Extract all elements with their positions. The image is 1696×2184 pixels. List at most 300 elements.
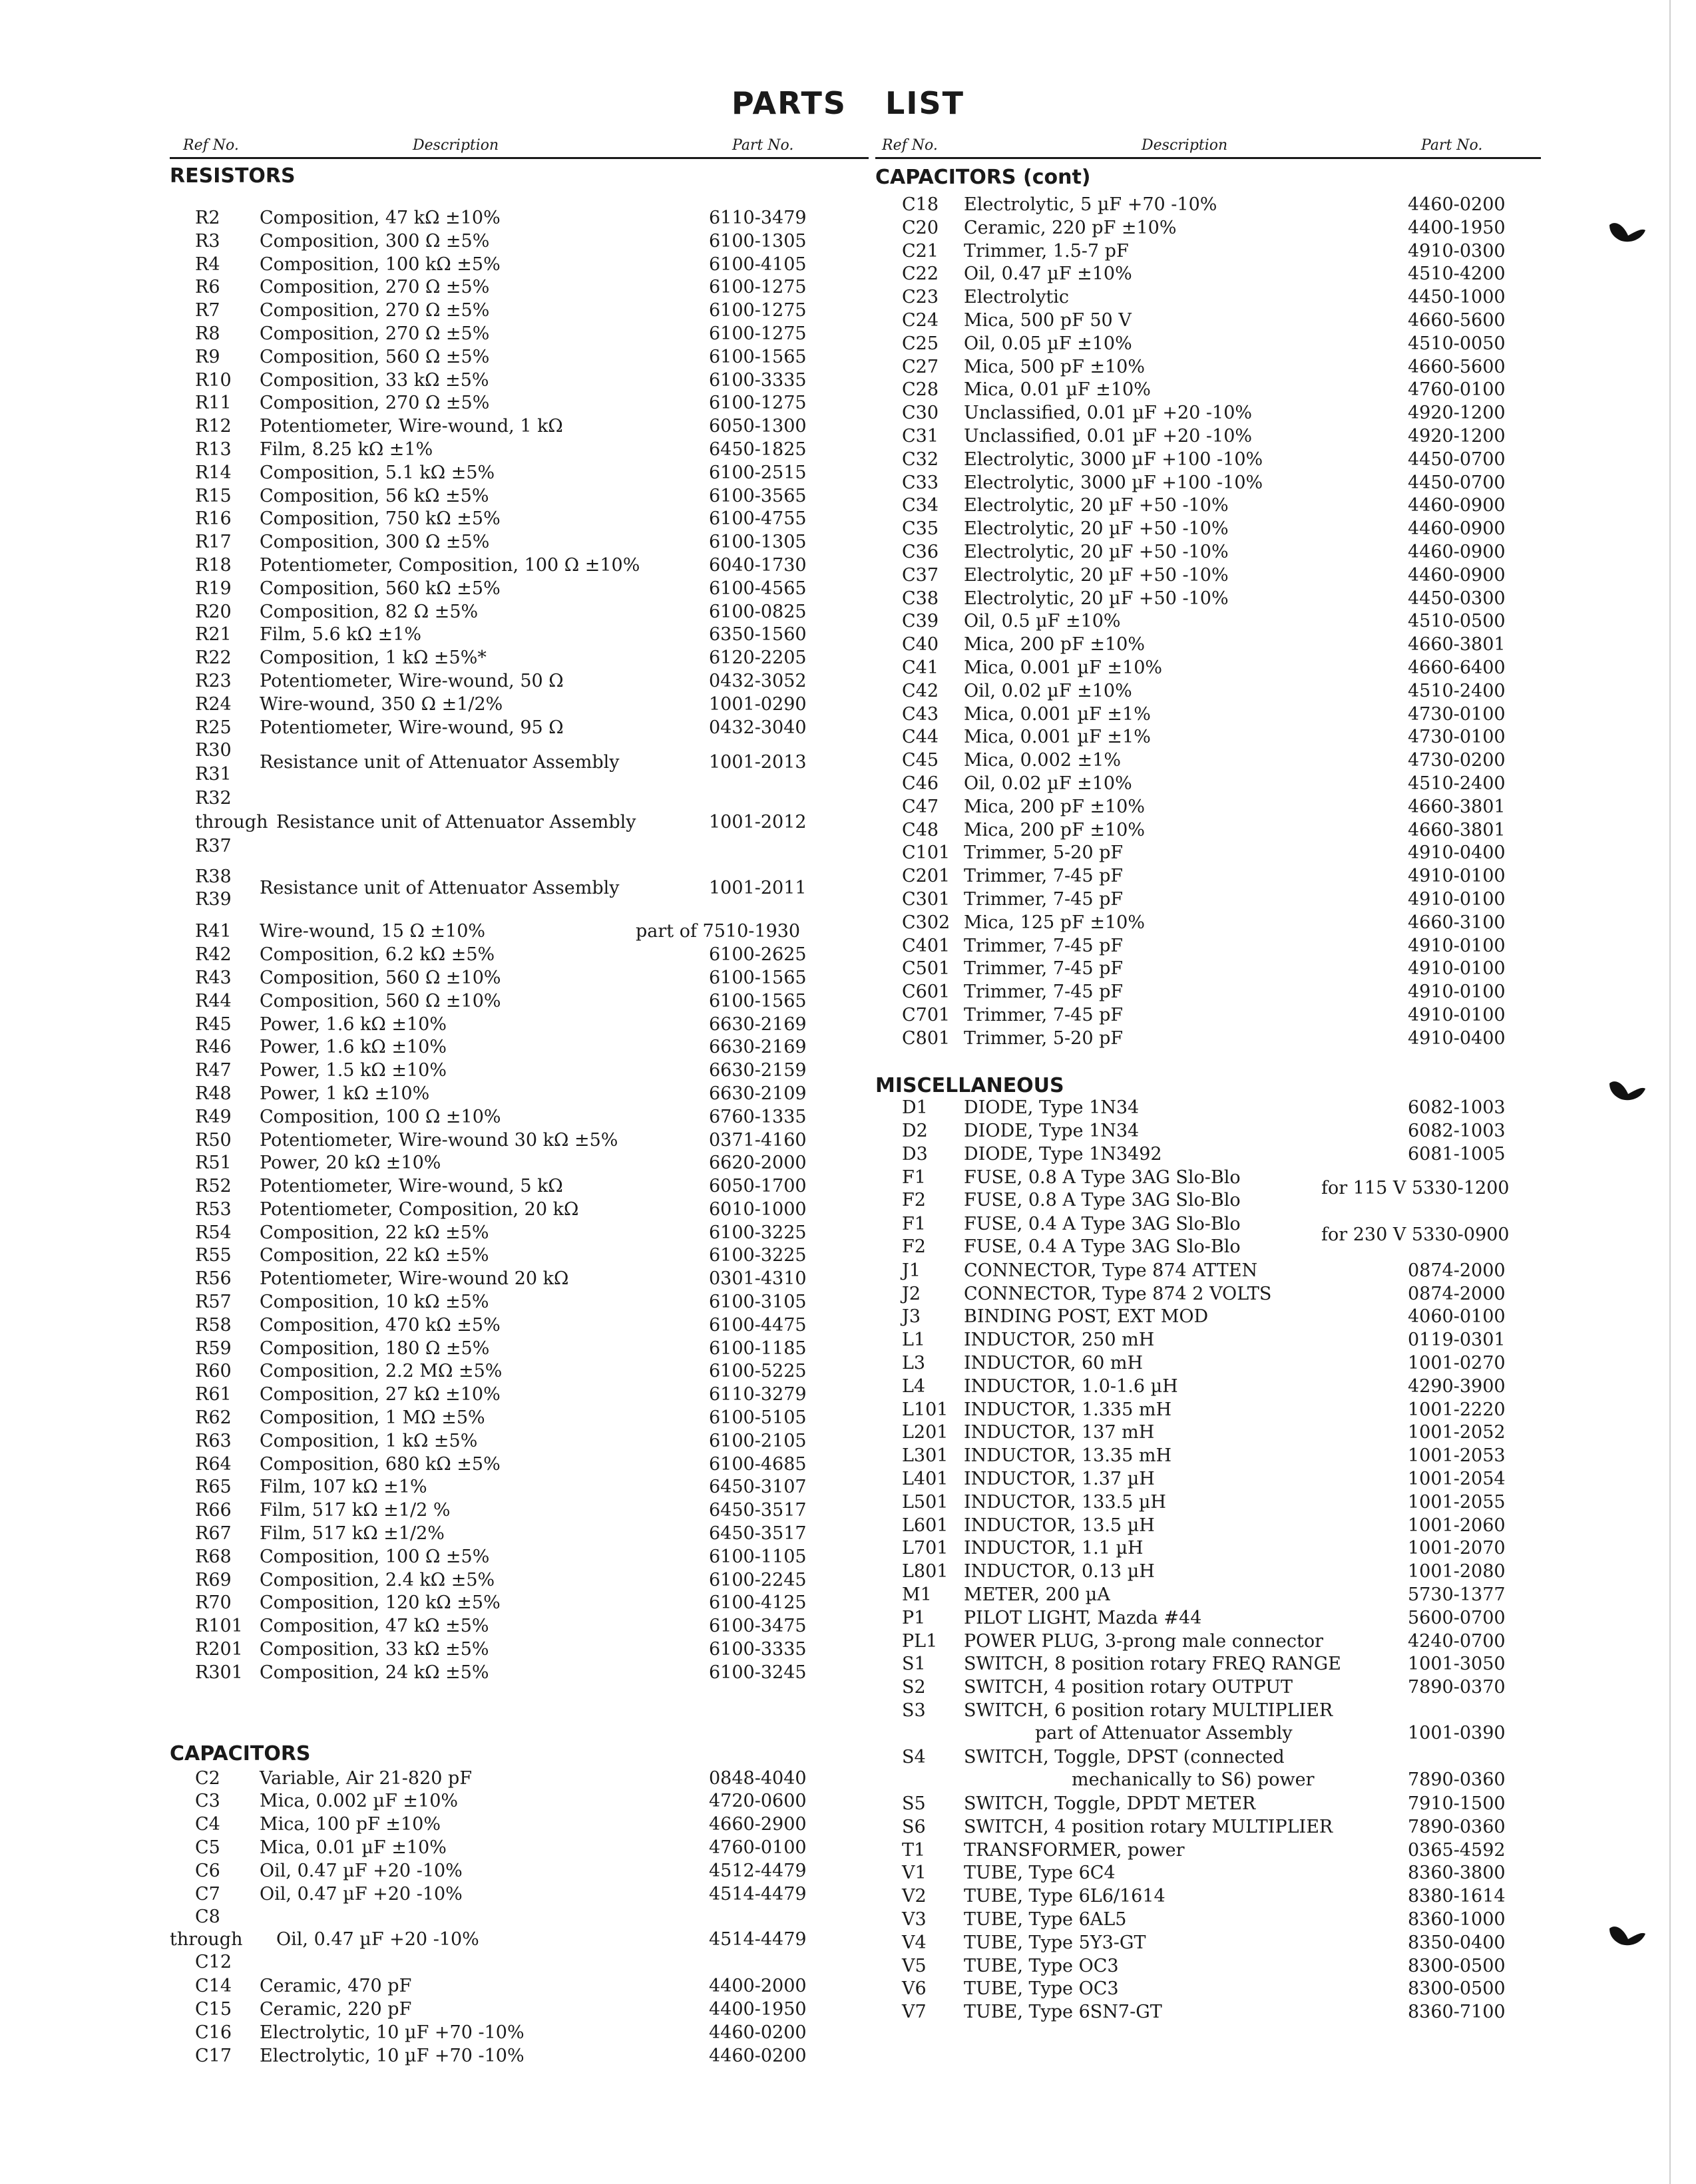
part-row [875, 402, 1541, 425]
ref: R37 [195, 836, 232, 857]
ref: V7 [902, 2002, 927, 2023]
description: Power, 20 kΩ ±10% [260, 1153, 441, 1174]
part-number: 6100-1275 [709, 277, 807, 298]
description: SWITCH, 4 position rotary OUTPUT [964, 1677, 1293, 1698]
ref: D3 [902, 1144, 928, 1165]
description: Oil, 0.02 µF ±10% [964, 773, 1132, 794]
ref: L201 [902, 1422, 949, 1443]
part-number: 6100-3565 [709, 485, 807, 506]
part-row [875, 1421, 1541, 1445]
part-row [170, 1314, 869, 1338]
part-row [170, 323, 869, 346]
part-number: 4460-0900 [1408, 518, 1506, 540]
description: Composition, 560 kΩ ±5% [260, 578, 501, 599]
part-number: 6050-1700 [709, 1176, 807, 1197]
description: TUBE, Type OC3 [964, 1955, 1119, 1976]
part-number: 0119-0301 [1408, 1330, 1506, 1351]
ref: R16 [195, 508, 232, 530]
part-row [170, 693, 869, 717]
description: Oil, 0.5 µF ±10% [964, 611, 1121, 632]
description: Composition, 22 kΩ ±5% [260, 1245, 489, 1266]
ref: C17 [195, 2045, 232, 2066]
part-number: 0371-4160 [709, 1129, 807, 1151]
part-row [170, 1360, 869, 1383]
part-row [170, 254, 869, 277]
description: Power, 1.6 kΩ ±10% [260, 1013, 447, 1035]
ref: C501 [902, 958, 951, 980]
ref: R60 [195, 1361, 232, 1382]
part-number: 6450-3107 [709, 1477, 807, 1498]
ref: R38 [195, 866, 232, 888]
ref: R50 [195, 1129, 232, 1151]
ref: R70 [195, 1592, 232, 1614]
resistor-group-r38-r39 [170, 866, 869, 920]
ref: R61 [195, 1384, 232, 1405]
part-number: 8360-7100 [1408, 2002, 1506, 2023]
ref: C14 [195, 1976, 232, 1997]
part-row [170, 346, 869, 369]
ref: R59 [195, 1338, 232, 1359]
part-number: 4400-2000 [709, 1976, 807, 1997]
part-row [170, 1790, 869, 1813]
part-row [875, 1978, 1541, 2001]
part-number: for 230 V 5330-0900 [1321, 1224, 1510, 1245]
description: Trimmer, 5-20 pF [964, 1027, 1124, 1049]
part-number: 6100-3335 [709, 369, 807, 391]
part-number: 6350-1560 [709, 624, 807, 645]
description: Mica, 0.001 µF ±10% [964, 657, 1163, 678]
ref: C23 [902, 287, 939, 308]
ref: R52 [195, 1176, 232, 1197]
description: Composition, 5.1 kΩ ±5% [260, 462, 495, 483]
part-row [170, 531, 869, 554]
part-number: 6100-4125 [709, 1592, 807, 1614]
ref: C3 [195, 1791, 220, 1812]
part-number: 6620-2000 [709, 1153, 807, 1174]
ref: T1 [902, 1839, 926, 1861]
part-number: 1001-2070 [1408, 1538, 1506, 1559]
misc-list-continued [875, 1260, 1541, 1700]
part-row [875, 1399, 1541, 1422]
ref: R14 [195, 462, 232, 483]
part-number: 4910-0100 [1408, 888, 1506, 910]
description: Power, 1.5 kΩ ±10% [260, 1060, 447, 1081]
ref: R68 [195, 1546, 232, 1567]
part-row [170, 1453, 869, 1477]
part-row [875, 1839, 1541, 1863]
part-number: 7890-0360 [1408, 1816, 1506, 1837]
description: Oil, 0.47 µF +20 -10% [260, 1883, 463, 1905]
part-number: 7890-0360 [1408, 1769, 1506, 1791]
part-number: 1001-2220 [1408, 1399, 1506, 1420]
part-row [875, 263, 1541, 286]
part-row [170, 1291, 869, 1314]
part-number: 6100-1305 [709, 532, 807, 553]
part-row [170, 1268, 869, 1291]
ref: J1 [902, 1260, 921, 1281]
ref: C33 [902, 472, 939, 493]
capacitors-cont-list [875, 194, 1541, 1050]
description: Oil, 0.05 µF ±10% [964, 333, 1132, 354]
ref: C5 [195, 1837, 220, 1859]
part-row [170, 2022, 869, 2045]
ref: C701 [902, 1004, 951, 1025]
through-label: through [170, 1929, 243, 1950]
description: Electrolytic, 3000 µF +100 -10% [964, 472, 1263, 493]
part-number: 4450-0700 [1408, 449, 1506, 470]
part-number: 6100-1275 [709, 300, 807, 321]
part-number: 6010-1000 [709, 1198, 807, 1220]
description: INDUCTOR, 133.5 µH [964, 1491, 1166, 1513]
description: Electrolytic, 5 µF +70 -10% [964, 194, 1217, 215]
ref: C20 [902, 217, 939, 238]
part-number: 4660-6400 [1408, 657, 1506, 678]
part-number: 6100-0825 [709, 601, 807, 622]
ref: C47 [902, 796, 939, 817]
ref: R56 [195, 1268, 232, 1290]
part-number: 6450-3517 [709, 1523, 807, 1545]
description: Potentiometer, Wire-wound, 1 kΩ [260, 416, 563, 437]
part-number: 6100-2515 [709, 462, 807, 483]
part-row [170, 1476, 869, 1499]
part-number: 4660-3801 [1408, 796, 1506, 817]
page-edge-line [1669, 0, 1671, 2184]
part-number: 4450-0700 [1408, 472, 1506, 493]
binder-mark [1604, 206, 1651, 253]
ref: R17 [195, 532, 232, 553]
ref: R201 [195, 1639, 243, 1660]
part-number: 6100-4475 [709, 1314, 807, 1336]
ref: R44 [195, 990, 232, 1011]
part-row [875, 1283, 1541, 1306]
description: Mica, 500 pF 50 V [964, 309, 1132, 331]
ref: R18 [195, 554, 232, 576]
resistor-group-r30-r31 [170, 739, 869, 797]
ref: L501 [902, 1491, 949, 1513]
description: SWITCH, Toggle, DPST (connected [964, 1747, 1285, 1768]
part-number: 1001-0270 [1408, 1353, 1506, 1374]
ref: R57 [195, 1292, 232, 1313]
description: Composition, 56 kΩ ±5% [260, 485, 489, 506]
part-number: 6100-3335 [709, 1639, 807, 1660]
part-number: 4460-0200 [1408, 194, 1506, 215]
fuse-group-115v [875, 1167, 1541, 1213]
description: Trimmer, 7-45 pF [964, 935, 1124, 956]
part-number: part of 7510-1930 [636, 921, 801, 942]
part-number: 6100-1185 [709, 1338, 807, 1359]
ref: R31 [195, 764, 232, 785]
ref: C201 [902, 866, 951, 887]
description: Composition, 33 kΩ ±5% [260, 1639, 489, 1660]
part-number: 6100-2105 [709, 1430, 807, 1451]
part-number: 6450-3517 [709, 1500, 807, 1521]
part-row [170, 990, 869, 1013]
part-number: 4720-0600 [709, 1791, 807, 1812]
ref: R66 [195, 1500, 232, 1521]
part-number: 6100-4565 [709, 578, 807, 599]
part-number: 0848-4040 [709, 1767, 807, 1789]
part-row [170, 369, 869, 393]
ref: C302 [902, 912, 951, 933]
ref: C601 [902, 982, 951, 1003]
description: Composition, 270 Ω ±5% [260, 300, 490, 321]
part-row [170, 1592, 869, 1615]
part-number: 4760-0100 [709, 1837, 807, 1859]
part-row [875, 1120, 1541, 1143]
part-number: 6630-2169 [709, 1037, 807, 1058]
ref: C39 [902, 611, 939, 632]
part-number: 6100-3225 [709, 1245, 807, 1266]
part-number: 6100-1565 [709, 990, 807, 1011]
part-row [875, 1375, 1541, 1399]
description: Trimmer, 7-45 pF [964, 982, 1124, 1003]
part-number: 4660-2900 [709, 1814, 807, 1835]
part-row [170, 1083, 869, 1106]
description: Wire-wound, 350 Ω ±1/2% [260, 693, 503, 715]
part-number: 1001-2054 [1408, 1469, 1506, 1490]
part-number: 4450-0300 [1408, 588, 1506, 609]
part-number: 4460-0200 [709, 2022, 807, 2043]
part-row [875, 356, 1541, 379]
part-number: 4460-0900 [1408, 541, 1506, 562]
description: INDUCTOR, 0.13 µH [964, 1561, 1155, 1582]
part-number: 1001-0390 [1408, 1723, 1506, 1744]
description: Composition, 560 Ω ±10% [260, 967, 501, 988]
description: Film, 8.25 kΩ ±1% [260, 439, 433, 460]
part-row [170, 276, 869, 299]
ref: C27 [902, 356, 939, 377]
part-row [875, 610, 1541, 634]
part-number: 6100-3245 [709, 1662, 807, 1683]
part-number: 6110-3279 [709, 1384, 807, 1405]
part-row [875, 1515, 1541, 1538]
description: Resistance unit of Attenuator Assembly [260, 878, 620, 899]
part-number: 4514-4479 [709, 1929, 807, 1950]
ref: R54 [195, 1222, 232, 1243]
part-row [875, 1676, 1541, 1700]
ref: R42 [195, 944, 232, 966]
part-row [170, 1860, 869, 1883]
description: INDUCTOR, 1.335 mH [964, 1399, 1172, 1420]
part-number: 4910-0100 [1408, 982, 1506, 1003]
ref: R43 [195, 967, 232, 988]
description: METER, 200 µA [964, 1584, 1110, 1606]
part-number: 6630-2159 [709, 1060, 807, 1081]
description: PILOT LIGHT, Mazda #44 [964, 1607, 1202, 1628]
part-number: 4514-4479 [709, 1883, 807, 1905]
description: DIODE, Type 1N34 [964, 1121, 1140, 1142]
description: Composition, 22 kΩ ±5% [260, 1222, 489, 1243]
part-number: 4510-2400 [1408, 680, 1506, 701]
part-row [875, 958, 1541, 981]
part-number: 0432-3040 [709, 717, 807, 738]
part-row [875, 842, 1541, 865]
part-row [170, 207, 869, 230]
part-row [875, 518, 1541, 541]
description: Electrolytic, 3000 µF +100 -10% [964, 449, 1263, 470]
page-title: PARTS LIST [732, 85, 964, 121]
part-number: 4460-0900 [1408, 495, 1506, 516]
part-row [875, 240, 1541, 264]
ref: R4 [195, 254, 220, 275]
part-row [875, 1445, 1541, 1468]
ref: C46 [902, 773, 939, 794]
ref: R51 [195, 1153, 232, 1174]
part-row [875, 1352, 1541, 1375]
description: Resistance unit of Attenuator Assembly [276, 812, 636, 833]
part-number: 1001-2012 [709, 812, 807, 833]
part-number: 4910-0100 [1408, 958, 1506, 980]
part-number: 6100-1105 [709, 1546, 807, 1567]
part-row [170, 944, 869, 967]
ref: R15 [195, 485, 232, 506]
description: Mica, 0.001 µF ±1% [964, 727, 1151, 748]
part-number: 4660-3801 [1408, 819, 1506, 840]
description: Composition, 10 kΩ ±5% [260, 1292, 489, 1313]
description: SWITCH, Toggle, DPDT METER [964, 1793, 1256, 1815]
through-label: through [195, 812, 268, 833]
ref: R20 [195, 601, 232, 622]
description: Composition, 680 kΩ ±5% [260, 1453, 501, 1475]
description: Composition, 27 kΩ ±10% [260, 1384, 501, 1405]
ref: L3 [902, 1353, 926, 1374]
part-number: 0874-2000 [1408, 1260, 1506, 1281]
description: Composition, 82 Ω ±5% [260, 601, 479, 622]
part-number: 8350-0400 [1408, 1932, 1506, 1953]
part-row [170, 920, 869, 944]
part-row [875, 2001, 1541, 2024]
description: SWITCH, 4 position rotary MULTIPLIER [964, 1816, 1333, 1837]
switch-s3 [875, 1700, 1541, 1746]
description: Ceramic, 220 pF [260, 1999, 412, 2020]
description: Electrolytic, 10 µF +70 -10% [260, 2022, 525, 2043]
description: Power, 1.6 kΩ ±10% [260, 1037, 447, 1058]
part-row [875, 1306, 1541, 1329]
capacitors-section-title: CAPACITORS [170, 1741, 311, 1765]
ref: C37 [902, 564, 939, 586]
ref: S1 [902, 1654, 926, 1675]
part-number: 1001-2011 [709, 878, 807, 899]
part-number: 4920-1200 [1408, 425, 1506, 447]
ref: C2 [195, 1767, 220, 1789]
part-row [875, 309, 1541, 333]
description: Composition, 33 kΩ ±5% [260, 369, 489, 391]
ref: R58 [195, 1314, 232, 1336]
part-row [875, 1816, 1541, 1839]
binder-mark [1604, 1065, 1651, 1111]
ref: S2 [902, 1677, 926, 1698]
part-number: 6630-2109 [709, 1083, 807, 1104]
ref: C45 [902, 750, 939, 771]
part-row [170, 967, 869, 990]
ref: C43 [902, 703, 939, 725]
description-continued: part of Attenuator Assembly [1035, 1723, 1293, 1744]
ref: R49 [195, 1106, 232, 1127]
misc-section-title: MISCELLANEOUS [875, 1074, 1064, 1098]
ref: R24 [195, 693, 232, 715]
ref: R41 [195, 921, 232, 942]
ref: R8 [195, 323, 220, 344]
ref: R47 [195, 1060, 232, 1081]
description: Mica, 125 pF ±10% [964, 912, 1146, 933]
part-number: 8300-0500 [1408, 1955, 1506, 1976]
part-row [875, 1862, 1541, 1885]
part-row [875, 472, 1541, 495]
part-row [875, 1491, 1541, 1515]
part-number: 4460-0900 [1408, 564, 1506, 586]
description: Unclassified, 0.01 µF +20 -10% [964, 403, 1253, 424]
capacitors-list-continued [170, 1975, 869, 2068]
part-row [875, 449, 1541, 472]
part-number: 6082-1003 [1408, 1097, 1506, 1119]
part-number: 6120-2205 [709, 647, 807, 669]
part-row [170, 1837, 869, 1860]
ref: C40 [902, 634, 939, 655]
part-row [170, 1175, 869, 1198]
description: TUBE, Type OC3 [964, 1978, 1119, 2000]
part-number: 6100-2245 [709, 1569, 807, 1590]
part-number: 4290-3900 [1408, 1375, 1506, 1397]
description: Trimmer, 5-20 pF [964, 842, 1124, 864]
description: Mica, 0.002 ±1% [964, 750, 1121, 771]
column-header [875, 130, 1541, 159]
part-row [170, 508, 869, 531]
ref: R7 [195, 300, 220, 321]
part-number: 1001-2013 [709, 752, 807, 773]
part-number: 4240-0700 [1408, 1630, 1506, 1652]
ref: C16 [195, 2022, 232, 2043]
ref: R46 [195, 1037, 232, 1058]
part-number: 4660-5600 [1408, 356, 1506, 377]
description: Composition, 100 Ω ±5% [260, 1546, 490, 1567]
part-row [875, 1885, 1541, 1909]
part-number: 4660-3100 [1408, 912, 1506, 933]
ref: C101 [902, 842, 951, 864]
fuse-group-230v [875, 1213, 1541, 1260]
part-number: 4060-0100 [1408, 1306, 1506, 1328]
description: Composition, 2.4 kΩ ±5% [260, 1569, 495, 1590]
part-number: 4910-0100 [1408, 866, 1506, 887]
description: Trimmer, 7-45 pF [964, 1004, 1124, 1025]
description: Potentiometer, Wire-wound, 50 Ω [260, 670, 564, 691]
part-row [170, 554, 869, 578]
ref: F1 [902, 1167, 926, 1188]
part-row [170, 415, 869, 439]
part-row [875, 588, 1541, 611]
description: Potentiometer, Wire-wound 30 kΩ ±5% [260, 1129, 618, 1151]
description: Mica, 0.001 µF ±1% [964, 703, 1151, 725]
part-row [170, 1569, 869, 1592]
ref: L4 [902, 1375, 926, 1397]
part-number: 1001-3050 [1408, 1654, 1506, 1675]
description: Potentiometer, Composition, 100 Ω ±10% [260, 554, 640, 576]
ref: R64 [195, 1453, 232, 1475]
ref: C30 [902, 403, 939, 424]
capacitors-cont-section-title: CAPACITORS (cont) [875, 166, 1091, 189]
header-description: Description [413, 137, 499, 154]
description: FUSE, 0.8 A Type 3AG Slo-Blo [964, 1167, 1241, 1188]
description: Composition, 24 kΩ ±5% [260, 1662, 489, 1683]
part-number: 8300-0500 [1408, 1978, 1506, 2000]
ref: L801 [902, 1561, 949, 1582]
ref: C42 [902, 680, 939, 701]
ref: C25 [902, 333, 939, 354]
part-number: 4910-0100 [1408, 935, 1506, 956]
part-row [170, 1430, 869, 1453]
part-row [875, 865, 1541, 888]
description: INDUCTOR, 1.0-1.6 µH [964, 1375, 1178, 1397]
description: DIODE, Type 1N34 [964, 1097, 1140, 1119]
